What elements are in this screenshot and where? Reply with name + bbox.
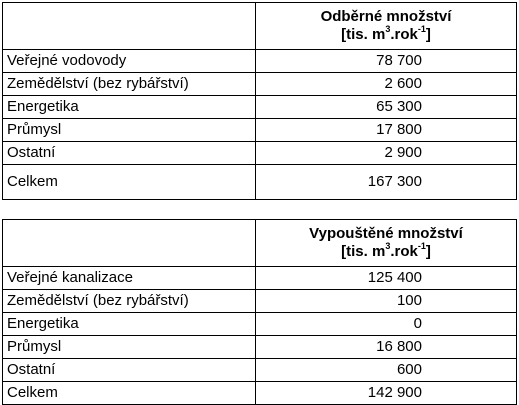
table-row xyxy=(3,50,517,73)
table-row xyxy=(3,336,517,359)
row-value: 16 800 xyxy=(256,336,517,359)
row-label: Průmysl xyxy=(3,336,256,359)
total-label: Celkem xyxy=(3,165,256,200)
row-value: 600 xyxy=(256,359,517,382)
total-row xyxy=(3,165,517,200)
row-value: 125 400 xyxy=(256,267,517,290)
row-value: 100 xyxy=(256,290,517,313)
row-label: Energetika xyxy=(3,96,256,119)
total-label: Celkem xyxy=(3,382,256,405)
header-empty-cell xyxy=(3,220,256,267)
table-row xyxy=(3,96,517,119)
table-header-row xyxy=(3,220,517,267)
row-value: 78 700 xyxy=(256,50,517,73)
total-row xyxy=(3,382,517,405)
row-value: 2 600 xyxy=(256,73,517,96)
table-row xyxy=(3,119,517,142)
total-value: 142 900 xyxy=(256,382,517,405)
table-row xyxy=(3,142,517,165)
withdrawal-table xyxy=(2,2,517,200)
column-unit: [tis. $m^3.rok^{-1}$] xyxy=(341,24,431,43)
row-label: Ostatní xyxy=(3,359,256,382)
table-row xyxy=(3,290,517,313)
row-value: 0 xyxy=(256,313,517,336)
column-title: Odběrné množství xyxy=(320,8,452,25)
row-value: 17 800 xyxy=(256,119,517,142)
row-label: Zemědělství (bez rybářství) xyxy=(3,290,256,313)
row-label: Ostatní xyxy=(3,142,256,165)
total-value: 167 300 xyxy=(256,165,517,200)
column-header xyxy=(256,220,517,267)
row-value: 65 300 xyxy=(256,96,517,119)
table-row xyxy=(3,359,517,382)
row-label: Zemědělství (bez rybářství) xyxy=(3,73,256,96)
row-label: Energetika xyxy=(3,313,256,336)
discharge-table xyxy=(2,219,517,405)
table-header-row xyxy=(3,3,517,50)
table-row xyxy=(3,73,517,96)
header-empty-cell xyxy=(3,3,256,50)
row-label: Průmysl xyxy=(3,119,256,142)
column-unit: [tis. $m^3.rok^{-1}$] xyxy=(341,241,431,260)
column-title: Vypouštěné množství xyxy=(309,225,463,242)
row-label: Veřejné vodovody xyxy=(3,50,256,73)
table-row xyxy=(3,267,517,290)
table-row xyxy=(3,313,517,336)
row-value: 2 900 xyxy=(256,142,517,165)
row-label: Veřejné kanalizace xyxy=(3,267,256,290)
column-header xyxy=(256,3,517,50)
